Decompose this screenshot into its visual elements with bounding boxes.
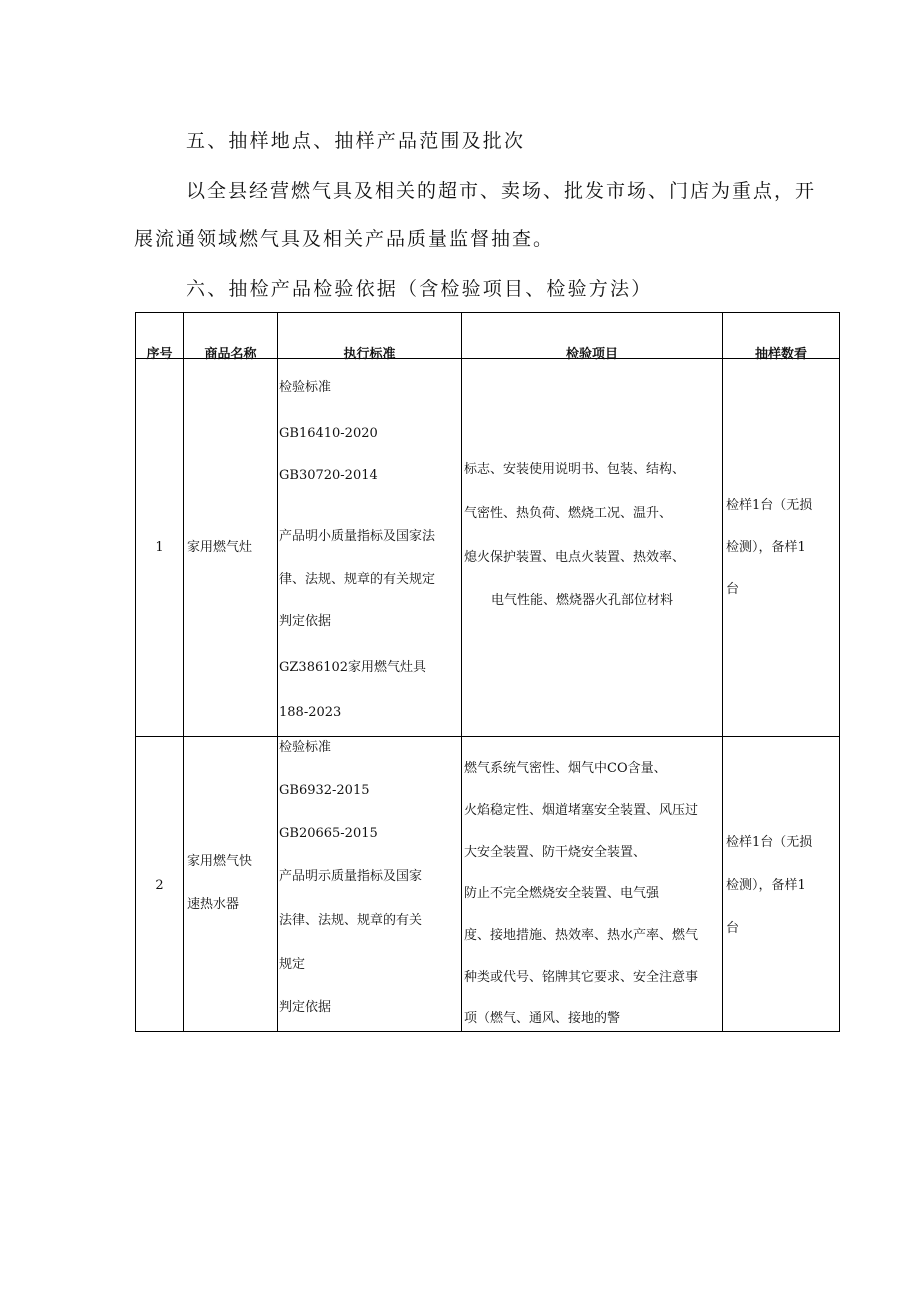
- paragraph-line-1: 以全县经营燃气具及相关的超市、卖场、批发市场、门店为重点，开: [186, 180, 817, 202]
- row-divider: [136, 736, 839, 737]
- section-5-heading: 五、抽样地点、抽样产品范围及批次: [186, 130, 526, 152]
- items-line: 气密性、热负荷、燃烧工况、温升、: [464, 506, 673, 521]
- items-line: 大安全装置、防干烧安全装置、: [464, 845, 647, 860]
- standard-line: GZ386102家用燃气灶具: [279, 660, 427, 675]
- sample-line: 检测），备样1: [726, 878, 806, 893]
- standard-line: 188-2023: [279, 705, 342, 720]
- sample-line: 台: [726, 921, 740, 936]
- row-number: 2: [155, 878, 164, 893]
- sample-cell: [726, 499, 838, 599]
- standard-line: GB6932-2015: [279, 783, 370, 798]
- sample-line: 台: [726, 582, 740, 597]
- product-name-line: 家用燃气灶: [187, 540, 253, 555]
- items-line: 火焰稳定性、烟道堵塞安全装置、风压过: [464, 803, 699, 818]
- header-cell-items: 检验项目: [565, 347, 618, 362]
- product-name-line: 家用燃气快: [187, 854, 253, 869]
- standard-line: 律、法规、规章的有关规定: [279, 572, 436, 587]
- section-6-heading: 六、抽检产品检验依据（含检验项目、检验方法）: [186, 278, 653, 300]
- items-cell: [464, 463, 722, 613]
- sample-line: 检测），备样1: [726, 540, 806, 555]
- header-cell-no: 序号: [146, 347, 173, 362]
- sample-line: 检样1台（无损: [726, 498, 813, 513]
- items-line: 防止不完全燃烧安全装置、电气强: [464, 886, 660, 901]
- standard-line: GB20665-2015: [279, 826, 378, 841]
- header-cell-name: 商品名称: [204, 347, 257, 362]
- inspection-table: [135, 312, 840, 1032]
- items-line: 种类或代号、铭牌其它要求、安全注意事: [464, 970, 699, 985]
- items-line: 熄火保护装置、电点火装置、热效率、: [464, 550, 686, 565]
- standard-line: 判定依据: [279, 614, 332, 629]
- paragraph-line-2: 展流通领域燃气具及相关产品质量监督抽查。: [134, 228, 555, 250]
- product-name-line: 速热水器: [187, 897, 240, 912]
- standard-line: 规定: [279, 957, 306, 972]
- standard-line: 检验标准: [279, 740, 332, 755]
- header-cell-sample: 抽样数看: [754, 347, 807, 362]
- standard-line: 产品明示质量指标及国家: [279, 869, 423, 884]
- header-cell-standard: 执行标准: [343, 347, 396, 362]
- sample-cell: [726, 836, 838, 936]
- row-number: 1: [155, 540, 164, 555]
- items-line: 项（燃气、通风、接地的警: [464, 1011, 621, 1026]
- items-line: 标志、安装使用说明书、包装、结构、: [464, 462, 686, 477]
- column-divider: [277, 313, 278, 1031]
- standard-line: GB30720-2014: [279, 468, 378, 483]
- standard-line: 检验标准: [279, 380, 332, 395]
- items-line: 电气性能、燃烧器火孔部位材料: [491, 593, 674, 608]
- standard-line: 产品明小质量指标及国家法: [279, 529, 436, 544]
- standard-line: GB16410-2020: [279, 426, 378, 441]
- items-line: 燃气系统气密性、烟气中CO含量、: [464, 761, 667, 776]
- product-name: [187, 541, 252, 555]
- standard-line: 法律、法规、规章的有关: [279, 913, 423, 928]
- items-cell: [464, 761, 722, 1026]
- sample-line: 检样1台（无损: [726, 835, 813, 850]
- items-line: 度、接地措施、热效率、热水产率、燃气: [464, 928, 699, 943]
- standard-cell: [279, 741, 462, 1021]
- column-divider: [722, 313, 723, 1031]
- standard-cell: [279, 381, 462, 721]
- standard-line: 判定依据: [279, 1000, 332, 1015]
- column-divider: [183, 313, 184, 1031]
